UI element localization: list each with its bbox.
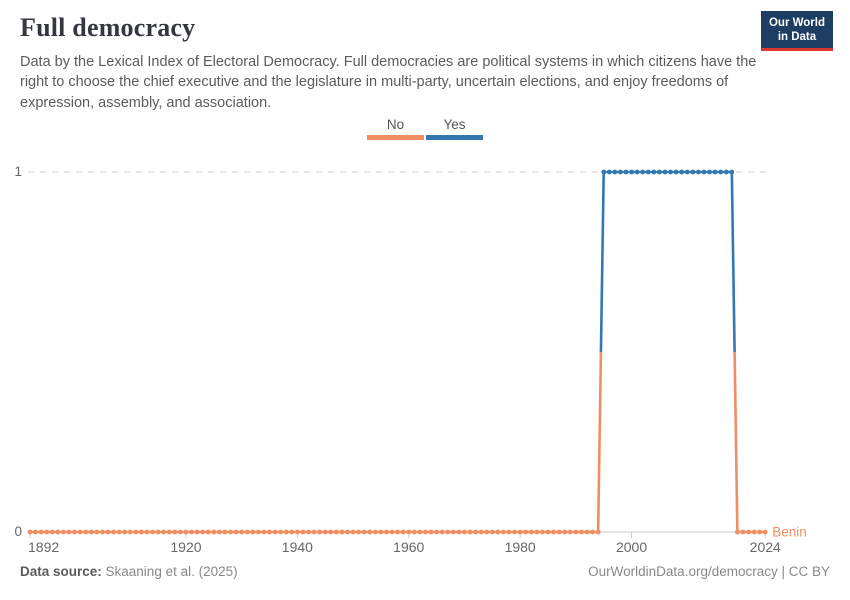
legend-label-yes: Yes [443, 117, 466, 132]
page-title: Full democracy [20, 13, 196, 42]
x-tick-label: 1980 [504, 539, 536, 555]
legend-item-yes[interactable] [426, 117, 483, 140]
legend [0, 117, 850, 140]
x-tick-label: 1940 [281, 539, 313, 555]
legend-item-no[interactable] [367, 117, 424, 140]
footer-link[interactable]: OurWorldinData.org/democracy | CC BY [588, 564, 830, 579]
owid-logo[interactable] [761, 11, 833, 51]
x-tick-label: 1892 [28, 539, 60, 555]
democracy-step-chart[interactable] [0, 150, 850, 570]
data-source-label: Data source: [20, 564, 102, 579]
legend-swatch-yes [426, 135, 483, 140]
x-tick-label: 2000 [615, 539, 648, 555]
data-source-value: Skaaning et al. (2025) [101, 564, 238, 579]
x-tick-label: 2024 [749, 539, 781, 555]
x-tick-label: 1960 [393, 539, 425, 555]
owid-logo-line1: Our World [768, 17, 825, 29]
chart-footer [20, 564, 830, 579]
legend-label-no: No [386, 117, 405, 132]
y-tick-label: 1 [14, 164, 22, 179]
series-label-benin: Benin [772, 524, 807, 540]
owid-logo-line2: in Data [777, 31, 817, 44]
y-tick-label: 0 [14, 524, 22, 539]
legend-swatch-no [367, 135, 424, 140]
x-tick-label: 1920 [170, 539, 202, 555]
chart-subtitle: Data by the Lexical Index of Electoral Democracy. Full democracies are political systems in which citizens have the right to choose the chief executive and the legislature in multi-party, uncertain elections, and enjoy freedoms of expression, assembly, and association. [20, 54, 757, 111]
data-source [20, 564, 238, 579]
